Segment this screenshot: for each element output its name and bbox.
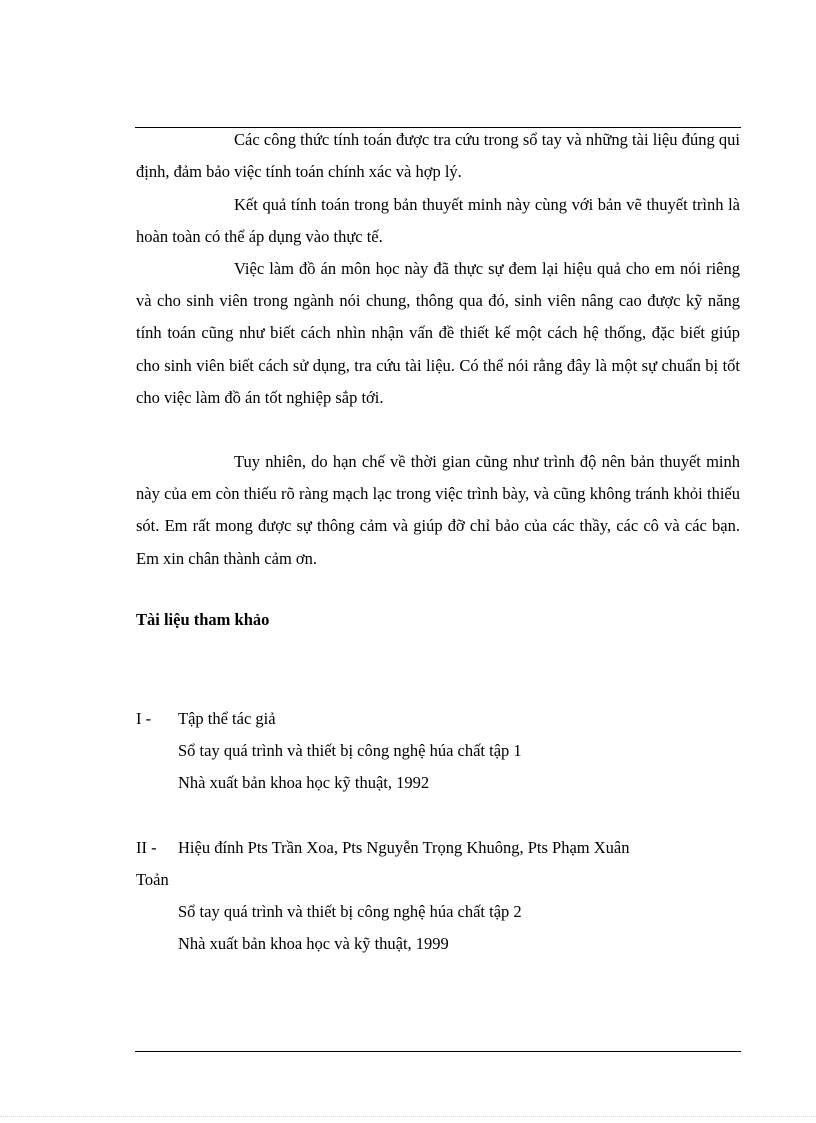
paragraph-3: Việc làm đồ án môn học này đã thực sự đem lại hiệu quả cho em nói riêng và cho sinh viên trong ngành nói chung, thông qua đó, sinh viên nâng cao được kỹ năng tính toán cũng như biết cách nhìn nhận vấn đề thiết kế một cách hệ thống, đặc biết giúp cho sinh viên biết cách sử dụng, tra cứu tài liệu. Có thể nói rằng đây là một sự chuẩn bị tốt cho việc làm đồ án tốt nghiệp sắp tới. bbox=[136, 259, 740, 407]
reference-author: Tập thể tác giả bbox=[178, 709, 276, 728]
reference-publisher: Nhà xuất bản khoa học và kỹ thuật, 1999 bbox=[178, 934, 449, 953]
reference-title: Sổ tay quá trình và thiết bị công nghệ húa chất tập 1 bbox=[178, 741, 522, 760]
paragraph-1: Các công thức tính toán được tra cứu trong sổ tay và những tài liệu đúng qui định, đảm bảo việc tính toán chính xác và hợp lý. bbox=[136, 130, 740, 182]
references-heading: Tài liệu tham khảo bbox=[136, 610, 270, 629]
reference-1 bbox=[136, 703, 736, 799]
footer-rule bbox=[135, 1051, 741, 1052]
reference-publisher: Nhà xuất bản khoa học kỹ thuật, 1992 bbox=[178, 773, 430, 792]
reference-number: II - bbox=[136, 838, 157, 857]
reference-author-continued: Toản bbox=[136, 870, 169, 889]
reference-author: Hiệu đính Pts Trần Xoa, Pts Nguyễn Trọng Khuông, Pts Phạm Xuân bbox=[178, 838, 630, 857]
page-edge-dotted-line bbox=[0, 1116, 816, 1117]
reference-2 bbox=[136, 832, 736, 960]
reference-number: I - bbox=[136, 709, 152, 728]
paragraph-4: Tuy nhiên, do hạn chế về thời gian cũng như trình độ nên bản thuyết minh này của em còn thiếu rõ ràng mạch lạc trong việc trình bày, và cũng không tránh khỏi thiếu sót. Em rất mong được sự thông cảm và giúp đỡ chỉ bảo của các thầy, các cô và các bạn. Em xin chân thành cảm ơn. bbox=[136, 452, 740, 568]
reference-title: Sổ tay quá trình và thiết bị công nghệ húa chất tập 2 bbox=[178, 902, 522, 921]
paragraph-2: Kết quả tính toán trong bản thuyết minh này cùng với bản vẽ thuyết trình là hoàn toàn có thể áp dụng vào thực tế. bbox=[136, 195, 740, 247]
